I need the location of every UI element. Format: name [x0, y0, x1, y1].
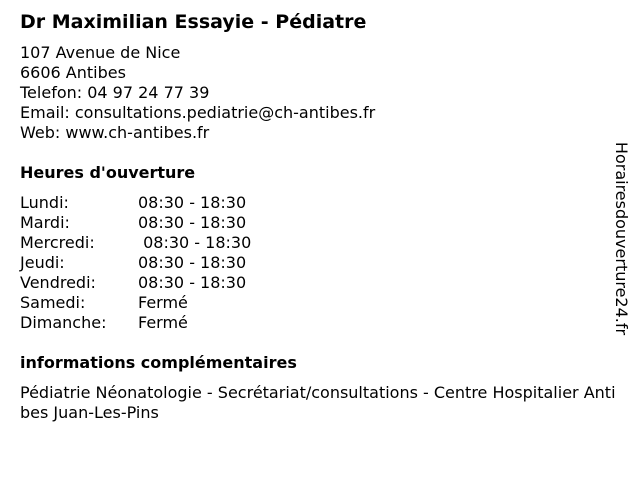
hours-time: 08:30 - 18:30 — [138, 193, 247, 212]
hours-row-mercredi — [20, 233, 610, 253]
hours-time: 08:30 - 18:30 — [138, 233, 252, 252]
page-title: Dr Maximilian Essayie - Pédiatre — [20, 11, 367, 33]
hours-day: Vendredi: — [20, 273, 96, 292]
hours-day: Dimanche: — [20, 313, 107, 332]
address-street: 107 Avenue de Nice — [20, 43, 181, 62]
hours-time: Fermé — [138, 293, 188, 312]
hours-day: Mardi: — [20, 213, 70, 232]
additional-info-heading: informations complémentaires — [20, 353, 297, 372]
hours-day: Samedi: — [20, 293, 86, 312]
practice-card — [20, 10, 616, 423]
hours-time: 08:30 - 18:30 — [138, 273, 247, 292]
hours-row-vendredi — [20, 273, 610, 293]
hours-day: Jeudi: — [20, 253, 65, 272]
hours-row-samedi — [20, 293, 610, 313]
hours-row-mardi — [20, 213, 610, 233]
hours-row-jeudi — [20, 253, 610, 273]
email-line: Email: consultations.pediatrie@ch-antibes.fr — [20, 103, 376, 122]
hours-day: Lundi: — [20, 193, 69, 212]
web-line: Web: www.ch-antibes.fr — [20, 123, 210, 142]
watermark — [612, 133, 632, 343]
hours-time: 08:30 - 18:30 — [138, 253, 247, 272]
watermark-text: Horairesdouverture24.fr — [612, 141, 632, 335]
phone-line: Telefon: 04 97 24 77 39 — [20, 83, 210, 102]
address-city: 6606 Antibes — [20, 63, 126, 82]
hours-row-lundi — [20, 193, 610, 213]
opening-hours-heading: Heures d'ouverture — [20, 163, 196, 182]
additional-info-text: Pédiatrie Néonatologie - Secrétariat/consultations - Centre Hospitalier Antibes Juan-Les-Pins — [20, 383, 616, 422]
hours-day: Mercredi: — [20, 233, 95, 252]
hours-row-dimanche — [20, 313, 610, 333]
opening-hours-table — [20, 193, 610, 333]
contact-block — [20, 43, 610, 143]
hours-time: Fermé — [138, 313, 188, 332]
hours-time: 08:30 - 18:30 — [138, 213, 247, 232]
